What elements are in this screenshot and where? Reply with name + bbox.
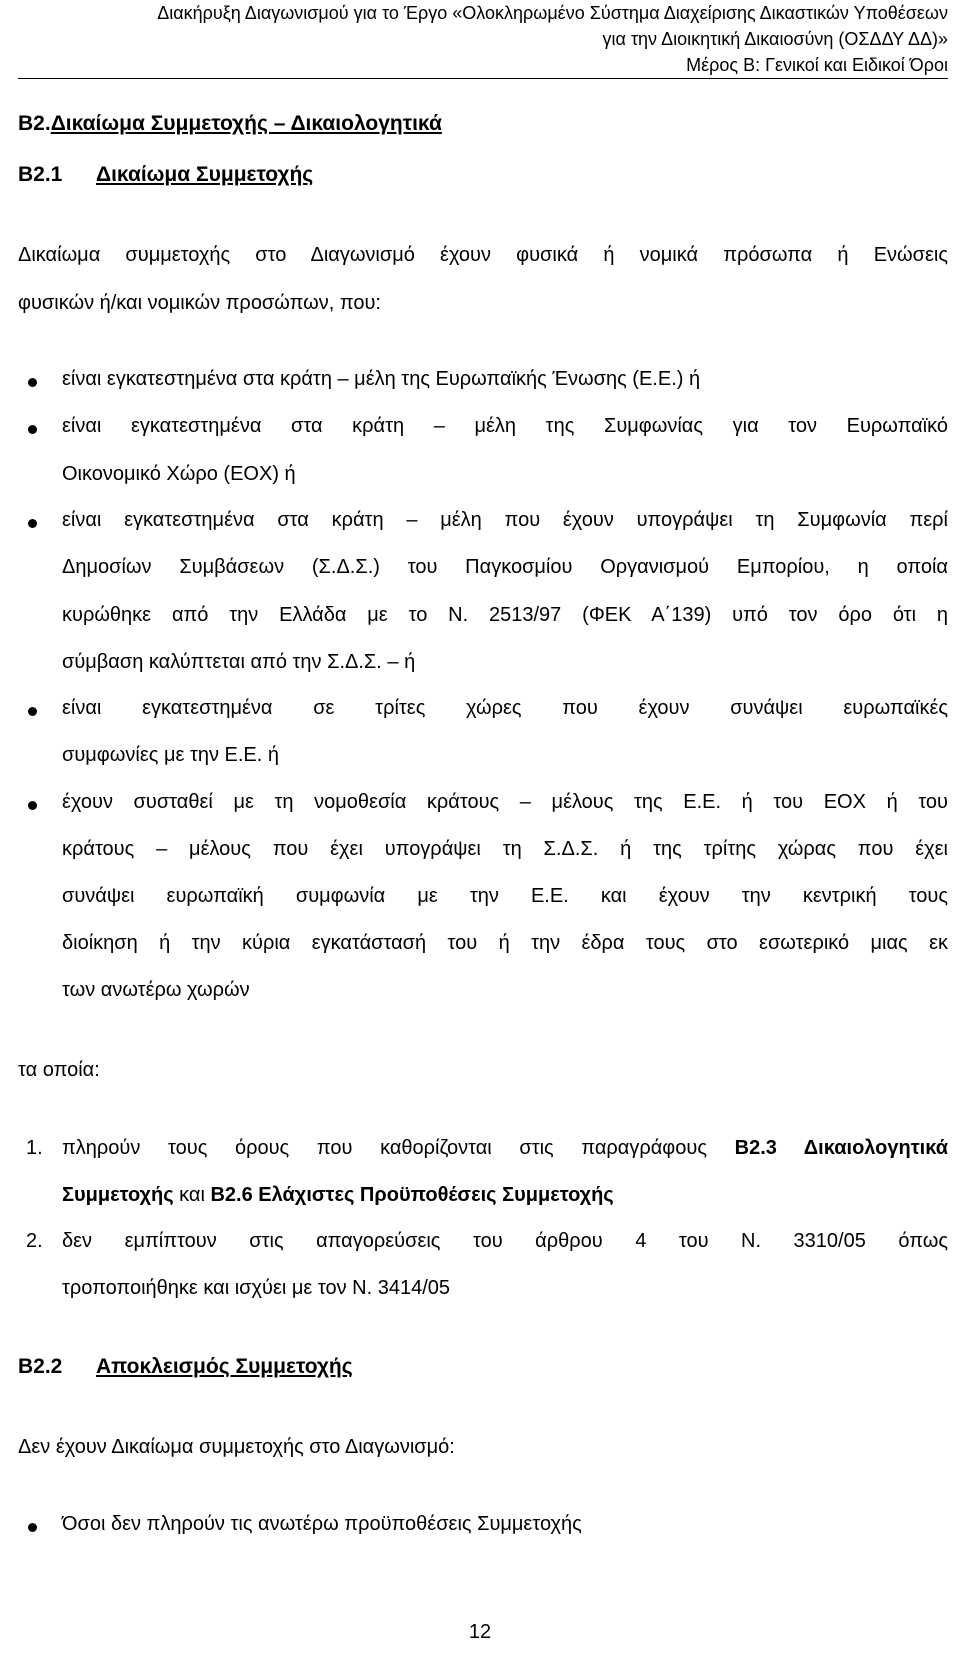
bullet-dot [28, 378, 37, 387]
bullet-5-line-5: των ανωτέρω χωρών [62, 979, 250, 1001]
ref-b2-6: Β2.6 Ελάχιστες Προϋποθέσεις Συμμετοχής [210, 1184, 614, 1206]
ref-b2-3: Β2.3 Δικαιολογητικά [734, 1137, 948, 1159]
numbered-1-line-1 [62, 1137, 948, 1160]
header-line-2: για την Διοικητική Δικαιοσύνη (ΟΣΔΔΥ ΔΔ)» [602, 29, 948, 49]
subsection-number: B2.2 [18, 1355, 63, 1378]
bullet-1-line-1: είναι εγκατεστημένα στα κράτη – μέλη της Ευρωπαϊκής Ένωσης (Ε.Ε.) ή [62, 368, 701, 390]
numbered-1-line-2 [62, 1184, 948, 1207]
exclusion-bullet: Όσοι δεν πληρούν τις ανωτέρω προϋποθέσεις Συμμετοχής [62, 1513, 582, 1535]
page-number: 12 [468, 1621, 492, 1643]
subsection-heading-b2-2 [18, 1355, 353, 1379]
numbered-2-line-1: δεν εμπίπτουν στις απαγορεύσεις του άρθρου 4 του Ν. 3310/05 όπως [62, 1230, 948, 1252]
bullet-3-line-2: Δημοσίων Συμβάσεων (Σ.Δ.Σ.) του Παγκοσμίου Οργανισμού Εμπορίου, η οποία [62, 556, 948, 578]
bullet-2-line-2: Οικονομικό Χώρο (ΕΟΧ) ή [62, 463, 296, 485]
bullet-5-line-1: έχουν συσταθεί με τη νομοθεσία κράτους – μέλους της Ε.Ε. ή του ΕΟΧ ή του [62, 791, 948, 813]
bullet-dot [28, 1523, 37, 1532]
bullet-4-line-1: είναι εγκατεστημένα σε τρίτες χώρες που έχουν συνάψει ευρωπαϊκές [62, 697, 948, 719]
section-title: Δικαίωμα Συμμετοχής – Δικαιολογητικά [50, 112, 442, 135]
page-header [0, 0, 948, 78]
numbered-1-text: πληρούν τους όρους που καθορίζονται στις παραγράφους [62, 1137, 735, 1159]
exclusion-intro: Δεν έχουν Δικαίωμα συμμετοχής στο Διαγωνισμό: [18, 1436, 455, 1458]
subsection-title: Δικαίωμα Συμμετοχής [96, 163, 314, 186]
bullet-2-line-1: είναι εγκατεστημένα στα κράτη – μέλη της Συμφωνίας για τον Ευρωπαϊκό [62, 415, 948, 437]
bullet-5-line-4: διοίκηση ή την κύρια εγκατάστασή του ή την έδρα τους στο εσωτερικό μιας εκ [62, 932, 948, 954]
section-heading [18, 112, 442, 136]
bullet-3-line-4: σύμβαση καλύπτεται από την Σ.Δ.Σ. – ή [62, 651, 416, 673]
bullet-4-line-2: συμφωνίες με την Ε.Ε. ή [62, 744, 279, 766]
numbered-2-line-2: τροποποιήθηκε και ισχύει με τον Ν. 3414/05 [62, 1277, 450, 1299]
bullet-3-line-1: είναι εγκατεστημένα στα κράτη – μέλη που έχουν υπογράψει τη Συμφωνία περί [62, 509, 948, 531]
bullet-5-line-2: κράτους – μέλους που έχει υπογράψει τη Σ.Δ.Σ. ή της τρίτης χώρας που έχει [62, 838, 948, 860]
bullet-dot [28, 801, 37, 810]
ref-b2-3-cont: Συμμετοχής [62, 1184, 174, 1206]
header-line-1: Διακήρυξη Διαγωνισμού για το Έργο «Ολοκληρωμένο Σύστημα Διαχείρισης Δικαστικών Υποθέσεων [157, 3, 948, 23]
section-number: B2. [18, 112, 51, 135]
subsection-title: Αποκλεισμός Συμμετοχής [96, 1355, 353, 1378]
numbered-marker-2: 2. [26, 1230, 43, 1252]
intro-line-1: Δικαίωμα συμμετοχής στο Διαγωνισμό έχουν φυσικά ή νομικά πρόσωπα ή Ενώσεις [18, 244, 948, 266]
header-line-3: Μέρος Β: Γενικοί και Ειδικοί Όροι [686, 55, 948, 75]
numbered-marker-1: 1. [26, 1137, 43, 1159]
bullet-3-line-3: κυρώθηκε από την Ελλάδα με το Ν. 2513/97 (ΦΕΚ Α΄139) υπό τον όρο ότι η [62, 604, 948, 626]
bullet-5-line-3: συνάψει ευρωπαϊκή συμφωνία με την Ε.Ε. και έχουν την κεντρική τους [62, 885, 948, 907]
bullet-dot [28, 707, 37, 716]
bullet-dot [28, 519, 37, 528]
subsection-number: B2.1 [18, 163, 63, 186]
intro-line-2: φυσικών ή/και νομικών προσώπων, που: [18, 292, 381, 314]
header-rule [18, 78, 948, 79]
which-label: τα οποία: [18, 1059, 100, 1081]
subsection-heading-b2-1 [18, 163, 313, 187]
bullet-dot [28, 425, 37, 434]
numbered-1-and: και [173, 1184, 211, 1206]
